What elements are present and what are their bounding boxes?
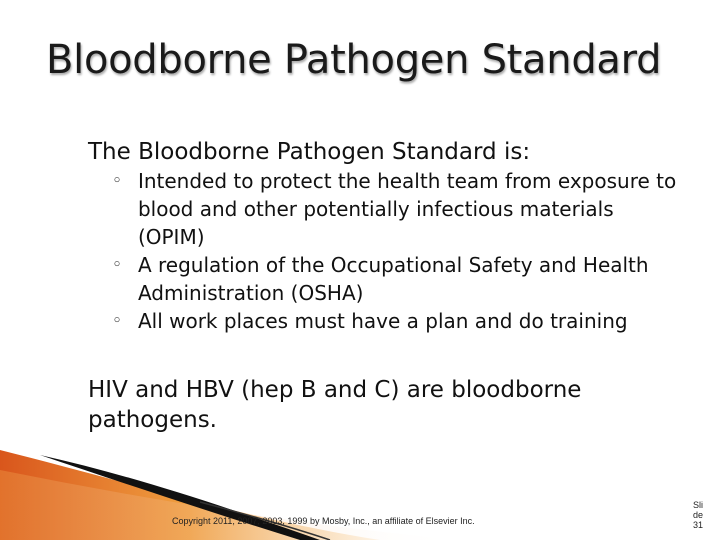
bullet-text: HIV and HBV (hep B and C) are bloodborne pathogens.	[88, 377, 582, 433]
sub-bullet-text: A regulation of the Occupational Safety and Health Administration (OSHA)	[137, 253, 649, 305]
slide-number	[686, 500, 710, 530]
bullet-item-1	[62, 137, 648, 167]
slide-number-line: Sli	[692, 500, 703, 510]
sub-bullet-list	[112, 167, 682, 335]
copyright-text: Copyright 2011, 2007, 2003, 1999 by Mosby, Inc., an affiliate of Elsevier Inc.	[172, 516, 475, 526]
slide-number-line: 31	[692, 520, 703, 530]
sub-bullet-marker-icon: ◦	[112, 311, 123, 331]
bullet-text: The Bloodborne Pathogen Standard is:	[88, 139, 531, 165]
slide-title: Bloodborne Pathogen Standard	[46, 37, 662, 83]
sub-bullet-item	[112, 307, 682, 335]
slide-number-line: de	[692, 510, 703, 520]
sub-bullet-item	[112, 251, 682, 307]
sub-bullet-text: Intended to protect the health team from exposure to blood and other potentially infectious materials (OPIM)	[137, 169, 677, 249]
sub-bullet-marker-icon: ◦	[112, 255, 123, 275]
bullet-item-2	[62, 375, 648, 435]
sub-bullet-marker-icon: ◦	[112, 171, 123, 191]
sub-bullet-item	[112, 167, 682, 251]
sub-bullet-text: All work places must have a plan and do training	[137, 309, 628, 333]
